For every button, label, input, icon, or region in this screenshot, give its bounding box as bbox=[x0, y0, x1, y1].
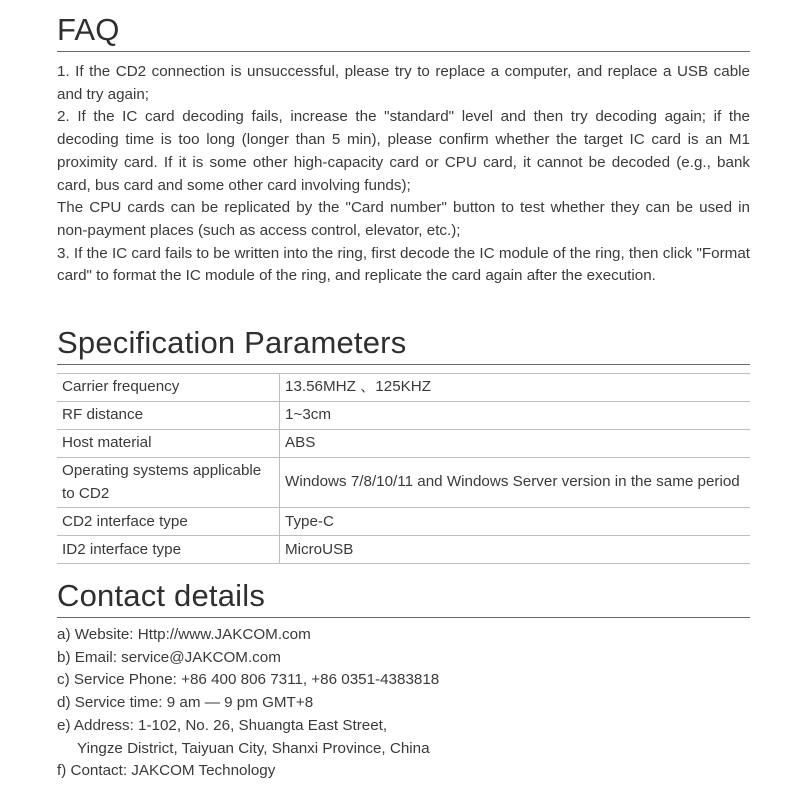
spec-table bbox=[57, 373, 750, 564]
spec-value: Type-C bbox=[280, 508, 751, 536]
contact-title: Contact details bbox=[57, 578, 266, 613]
faq-paragraph-2: 2. If the IC card decoding fails, increase the "standard" level and then try decoding again; if the decoding time is too long (longer than 5 min), please confirm whether the target IC card is an M1 proximity card. If it is some other high-capacity card or CPU card, it cannot be decoded (e.g., bank card, bus card and some other card involving funds); bbox=[57, 108, 750, 194]
spec-value: MicroUSB bbox=[280, 536, 751, 564]
spec-label: CD2 interface type bbox=[57, 508, 280, 536]
spec-row-carrier-frequency bbox=[57, 374, 750, 402]
contact-list bbox=[57, 624, 750, 783]
contact-service-time: d) Service time: 9 am — 9 pm GMT+8 bbox=[57, 694, 314, 712]
contact-address-continued: Yingze District, Taiyuan City, Shanxi Province, China bbox=[77, 739, 430, 757]
spec-row-id2-interface bbox=[57, 536, 750, 564]
faq-divider bbox=[57, 51, 750, 52]
spec-value: 13.56MHZ 、125KHZ bbox=[280, 374, 751, 402]
spec-value: 1~3cm bbox=[280, 402, 751, 430]
contact-website: a) Website: Http://www.JAKCOM.com bbox=[57, 626, 311, 643]
spec-label: Host material bbox=[57, 430, 280, 458]
spec-row-cd2-interface bbox=[57, 508, 750, 536]
spec-label: RF distance bbox=[57, 402, 280, 430]
contact-address: e) Address: 1-102, No. 26, Shuangta East Street, bbox=[57, 716, 388, 734]
spec-row-operating-systems bbox=[57, 458, 750, 508]
spec-value: Windows 7/8/10/11 and Windows Server version in the same period bbox=[280, 458, 751, 508]
spec-row-host-material bbox=[57, 430, 750, 458]
contact-divider bbox=[57, 617, 750, 618]
faq-title: FAQ bbox=[57, 12, 120, 47]
contact-company: f) Contact: JAKCOM Technology bbox=[57, 762, 276, 780]
spec-row-rf-distance bbox=[57, 402, 750, 430]
faq-paragraph-3: 3. If the IC card fails to be written into the ring, first decode the IC module of the ring, then click "Format card" to format the IC module of the ring, and replicate the card again after the execution. bbox=[57, 244, 750, 285]
contact-phone: c) Service Phone: +86 400 806 7311, +86 0351-4383818 bbox=[57, 671, 440, 689]
spec-divider bbox=[57, 364, 750, 365]
contact-email: b) Email: service@JAKCOM.com bbox=[57, 648, 281, 666]
spec-label: Operating systems applicable to CD2 bbox=[57, 458, 280, 508]
faq-body bbox=[57, 61, 750, 288]
spec-label: Carrier frequency bbox=[57, 374, 280, 402]
spec-label: ID2 interface type bbox=[57, 536, 280, 564]
spec-title: Specification Parameters bbox=[57, 325, 407, 360]
faq-paragraph-cpu: The CPU cards can be replicated by the "Card number" button to test whether they can be used in non-payment places (such as access control, elevator, etc.); bbox=[57, 199, 750, 239]
faq-paragraph-1: 1. If the CD2 connection is unsuccessful, please try to replace a computer, and replace a USB cable and try again; bbox=[57, 63, 750, 103]
spec-value: ABS bbox=[280, 430, 751, 458]
